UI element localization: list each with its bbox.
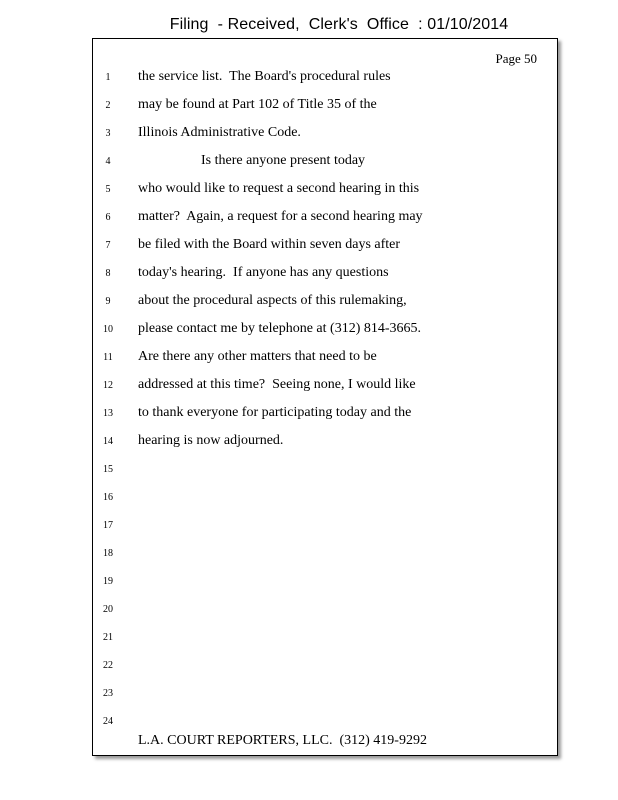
line-number: 16 (103, 492, 113, 503)
transcript-line (93, 93, 557, 121)
court-reporter-footer: L.A. COURT REPORTERS, LLC. (312) 419-9292 (138, 733, 427, 748)
line-number: 12 (103, 380, 113, 391)
line-text: the service list. The Board's procedural rules (138, 69, 391, 84)
transcript-line (93, 233, 557, 261)
transcript-line (93, 653, 557, 681)
line-text: hearing is now adjourned. (138, 433, 284, 448)
line-text: matter? Again, a request for a second hearing may (138, 209, 423, 224)
transcript-line (93, 149, 557, 177)
transcript-line (93, 429, 557, 457)
line-number: 9 (105, 296, 111, 307)
transcript-line (93, 345, 557, 373)
transcript-line (93, 261, 557, 289)
transcript-line (93, 597, 557, 625)
page-number: Page 50 (495, 51, 537, 66)
transcript-line (93, 65, 557, 93)
line-number: 20 (103, 604, 113, 615)
line-text: who would like to request a second hearing in this (138, 181, 420, 196)
transcript-line (93, 121, 557, 149)
transcript-line (93, 177, 557, 205)
transcript-line (93, 513, 557, 541)
line-number: 15 (103, 464, 113, 475)
line-number: 2 (105, 100, 111, 111)
transcript-page (92, 38, 558, 756)
line-number: 10 (103, 324, 113, 335)
line-text: addressed at this time? Seeing none, I would like (138, 377, 416, 392)
transcript-line (93, 681, 557, 709)
line-text: may be found at Part 102 of Title 35 of the (138, 97, 377, 112)
line-text: be filed with the Board within seven days after (138, 237, 401, 252)
line-number: 14 (103, 436, 113, 447)
line-text: Is there anyone present today (138, 153, 366, 168)
transcript-line (93, 457, 557, 485)
line-number: 18 (103, 548, 113, 559)
transcript-line (93, 541, 557, 569)
line-text: today's hearing. If anyone has any questions (138, 265, 389, 280)
line-number: 1 (105, 72, 111, 83)
line-text: please contact me by telephone at (312) 814-3665. (138, 321, 422, 336)
transcript-line (93, 485, 557, 513)
line-number: 6 (105, 212, 111, 223)
line-number: 21 (103, 632, 113, 643)
transcript-line (93, 625, 557, 653)
transcript-line (93, 317, 557, 345)
line-number: 13 (103, 408, 113, 419)
line-number: 17 (103, 520, 113, 531)
line-text: to thank everyone for participating today and the (138, 405, 412, 420)
line-text: Illinois Administrative Code. (138, 125, 301, 140)
line-number: 7 (105, 240, 111, 251)
line-text: about the procedural aspects of this rulemaking, (138, 293, 407, 308)
line-number: 22 (103, 660, 113, 671)
filing-stamp: Filing - Received, Clerk's Office : 01/10/2014 (169, 16, 509, 33)
line-number: 8 (105, 268, 111, 279)
line-number: 19 (103, 576, 113, 587)
transcript-line (93, 289, 557, 317)
transcript-line (93, 401, 557, 429)
line-number: 4 (105, 156, 111, 167)
line-number: 24 (103, 716, 113, 727)
line-number: 5 (105, 184, 111, 195)
line-text: Are there any other matters that need to be (138, 349, 377, 364)
transcript-line (93, 569, 557, 597)
transcript-line (93, 373, 557, 401)
transcript-line (93, 205, 557, 233)
line-number: 23 (103, 688, 113, 699)
line-number: 3 (105, 128, 111, 139)
line-number: 11 (103, 352, 113, 363)
